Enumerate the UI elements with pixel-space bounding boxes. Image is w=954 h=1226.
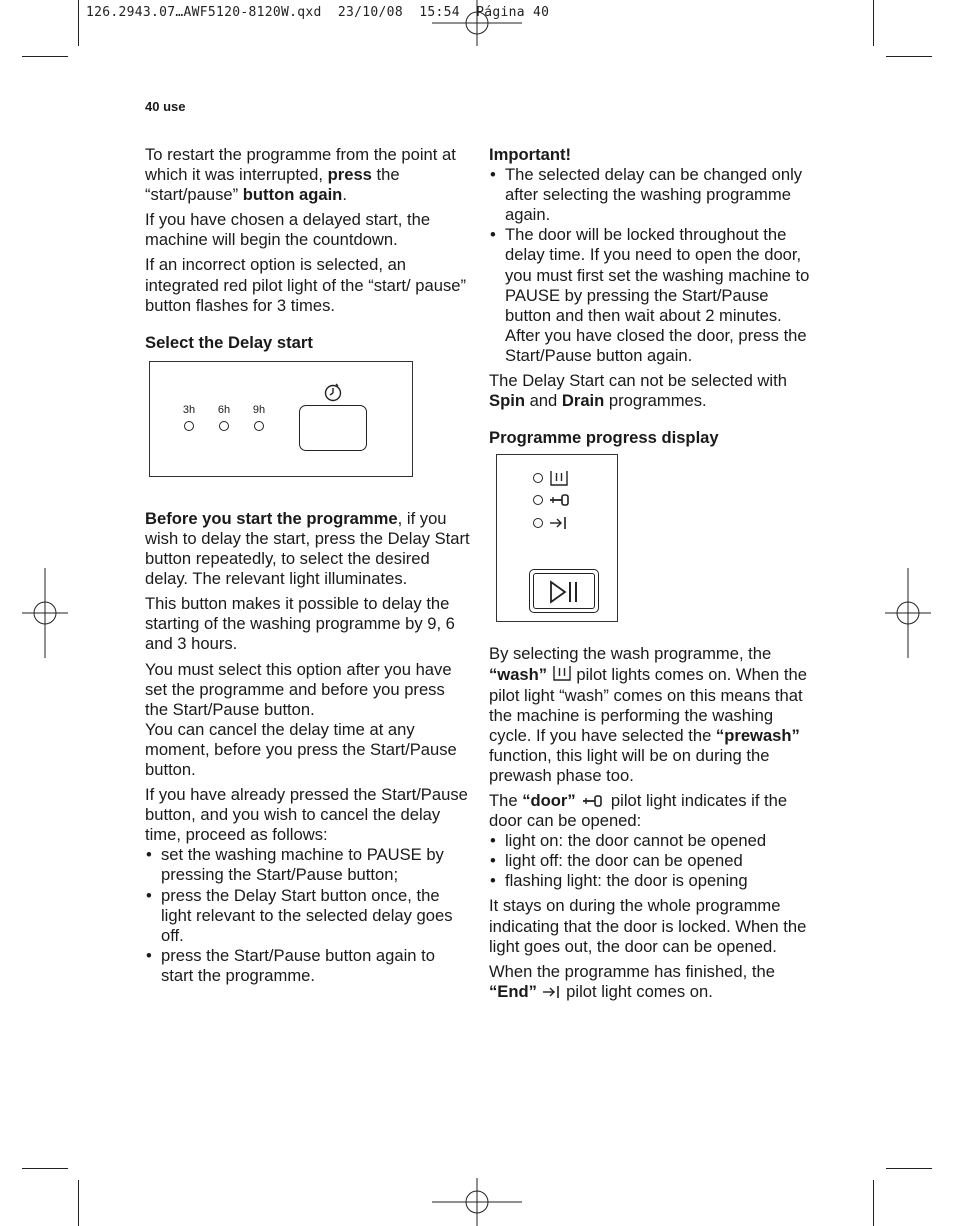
end-arrow-icon — [549, 516, 569, 530]
incorrect-option-paragraph: If an incorrect option is selected, an integrated red pilot light of the “start/ pause” button flashes for 3 times. — [145, 255, 466, 315]
important-heading: Important! — [489, 145, 572, 164]
file-slug: 126.2943.07…AWF5120-8120W.qxd 23/10/08 15:54 Página 40 — [86, 5, 550, 20]
crop-mark — [22, 1168, 68, 1169]
delayed-start-paragraph: If you have chosen a delayed start, the machine will begin the countdown. — [145, 210, 431, 250]
pilot-light-icon — [184, 421, 194, 431]
already-pressed-paragraph: If you have already pressed the Start/Pause button, and you wish to cancel the delay time, proceed as follows: — [145, 785, 468, 845]
delay-hours-paragraph: This button makes it possible to delay the starting of the washing programme by 9, 6 and 3 hours. — [145, 594, 455, 654]
crop-mark — [873, 1180, 874, 1226]
before-start-paragraph: Before you start the programme, if you wish to delay the start, press the Delay Start button repeatedly, to select the desired delay. The relevant light illuminates. — [145, 508, 470, 589]
door-paragraph: The “door” pilot light indicates if the door can be opened: — [489, 790, 788, 831]
delay-led-6h: 6h — [212, 404, 236, 436]
restart-paragraph: To restart the programme from the point at which it was interrupted, press the “start/pause” button again. — [145, 145, 456, 205]
play-pause-icon — [548, 580, 582, 604]
crop-mark — [886, 56, 932, 57]
wash-icon — [549, 469, 569, 487]
delay-start-heading: Select the Delay start — [145, 332, 313, 352]
end-paragraph: When the programme has finished, the “End” pilot light comes on. — [489, 961, 775, 1001]
pilot-light-icon — [533, 518, 543, 528]
delay-start-button-diagram — [299, 405, 367, 451]
cancel-paragraph: You can cancel the delay time at any moment, before you press the Start/Pause button. — [145, 719, 457, 779]
end-indicator — [533, 515, 569, 531]
wash-icon — [552, 664, 572, 682]
important-list — [489, 165, 814, 366]
wash-indicator — [533, 470, 569, 486]
list-item: • flashing light: the door is opening — [489, 871, 814, 891]
delay-panel-diagram — [149, 361, 413, 477]
registration-mark-top — [430, 0, 524, 46]
door-states-list — [489, 831, 814, 891]
stays-on-paragraph: It stays on during the whole programme indicating that the door is locked. When the light goes out, the door can be opened. — [489, 896, 807, 956]
list-item: • light on: the door cannot be opened — [489, 831, 814, 851]
crop-mark — [78, 1180, 79, 1226]
progress-display-heading: Programme progress display — [489, 428, 719, 448]
left-column — [145, 145, 470, 991]
crop-mark — [873, 0, 874, 46]
cancel-steps-list — [145, 845, 470, 986]
start-pause-button-diagram — [529, 569, 599, 613]
delay-led-3h: 3h — [177, 404, 201, 436]
list-item: • press the Delay Start button once, the light relevant to the selected delay goes off. — [145, 886, 470, 946]
door-indicator — [533, 492, 571, 508]
list-item: • The selected delay can be changed only after selecting the washing programme again. — [489, 165, 814, 225]
pilot-light-icon — [219, 421, 229, 431]
crop-mark — [78, 0, 79, 46]
page-label: 40 use — [145, 99, 186, 114]
clock-icon — [323, 382, 343, 402]
end-arrow-icon — [542, 985, 562, 999]
pilot-light-icon — [533, 473, 543, 483]
delay-led-9h: 9h — [247, 404, 271, 436]
registration-mark-right — [885, 568, 931, 658]
list-item: • The door will be locked throughout the delay time. If you need to open the door, you must first set the washing machine to PAUSE by pressing the Start/Pause button and then wait about 2 minutes. After you have closed the door, press the Start/Pause button again. — [489, 225, 814, 366]
list-item: • set the washing machine to PAUSE by pressing the Start/Pause button; — [145, 845, 470, 885]
pilot-light-icon — [533, 495, 543, 505]
crop-mark — [886, 1168, 932, 1169]
progress-panel-diagram — [496, 454, 618, 622]
pilot-light-icon — [254, 421, 264, 431]
list-item: • press the Start/Pause button again to start the programme. — [145, 946, 470, 986]
must-select-paragraph: You must select this option after you have set the programme and before you press the Start/Pause button. — [145, 659, 452, 719]
door-lock-icon — [549, 493, 571, 507]
crop-mark — [22, 56, 68, 57]
registration-mark-bottom — [430, 1178, 524, 1226]
registration-mark-left — [22, 568, 68, 658]
wash-paragraph: By selecting the wash programme, the “wash” pilot lights comes on. When the pilot light “wash” comes on this means that the machine is performing the washing cycle. If you have selected the “prewash” function, this light will be on during the prewash phase too. — [489, 644, 807, 785]
right-column — [489, 145, 814, 1007]
door-lock-icon — [580, 794, 606, 808]
list-item: • light off: the door can be opened — [489, 851, 814, 871]
not-selectable-paragraph: The Delay Start can not be selected with Spin and Drain programmes. — [489, 371, 787, 411]
